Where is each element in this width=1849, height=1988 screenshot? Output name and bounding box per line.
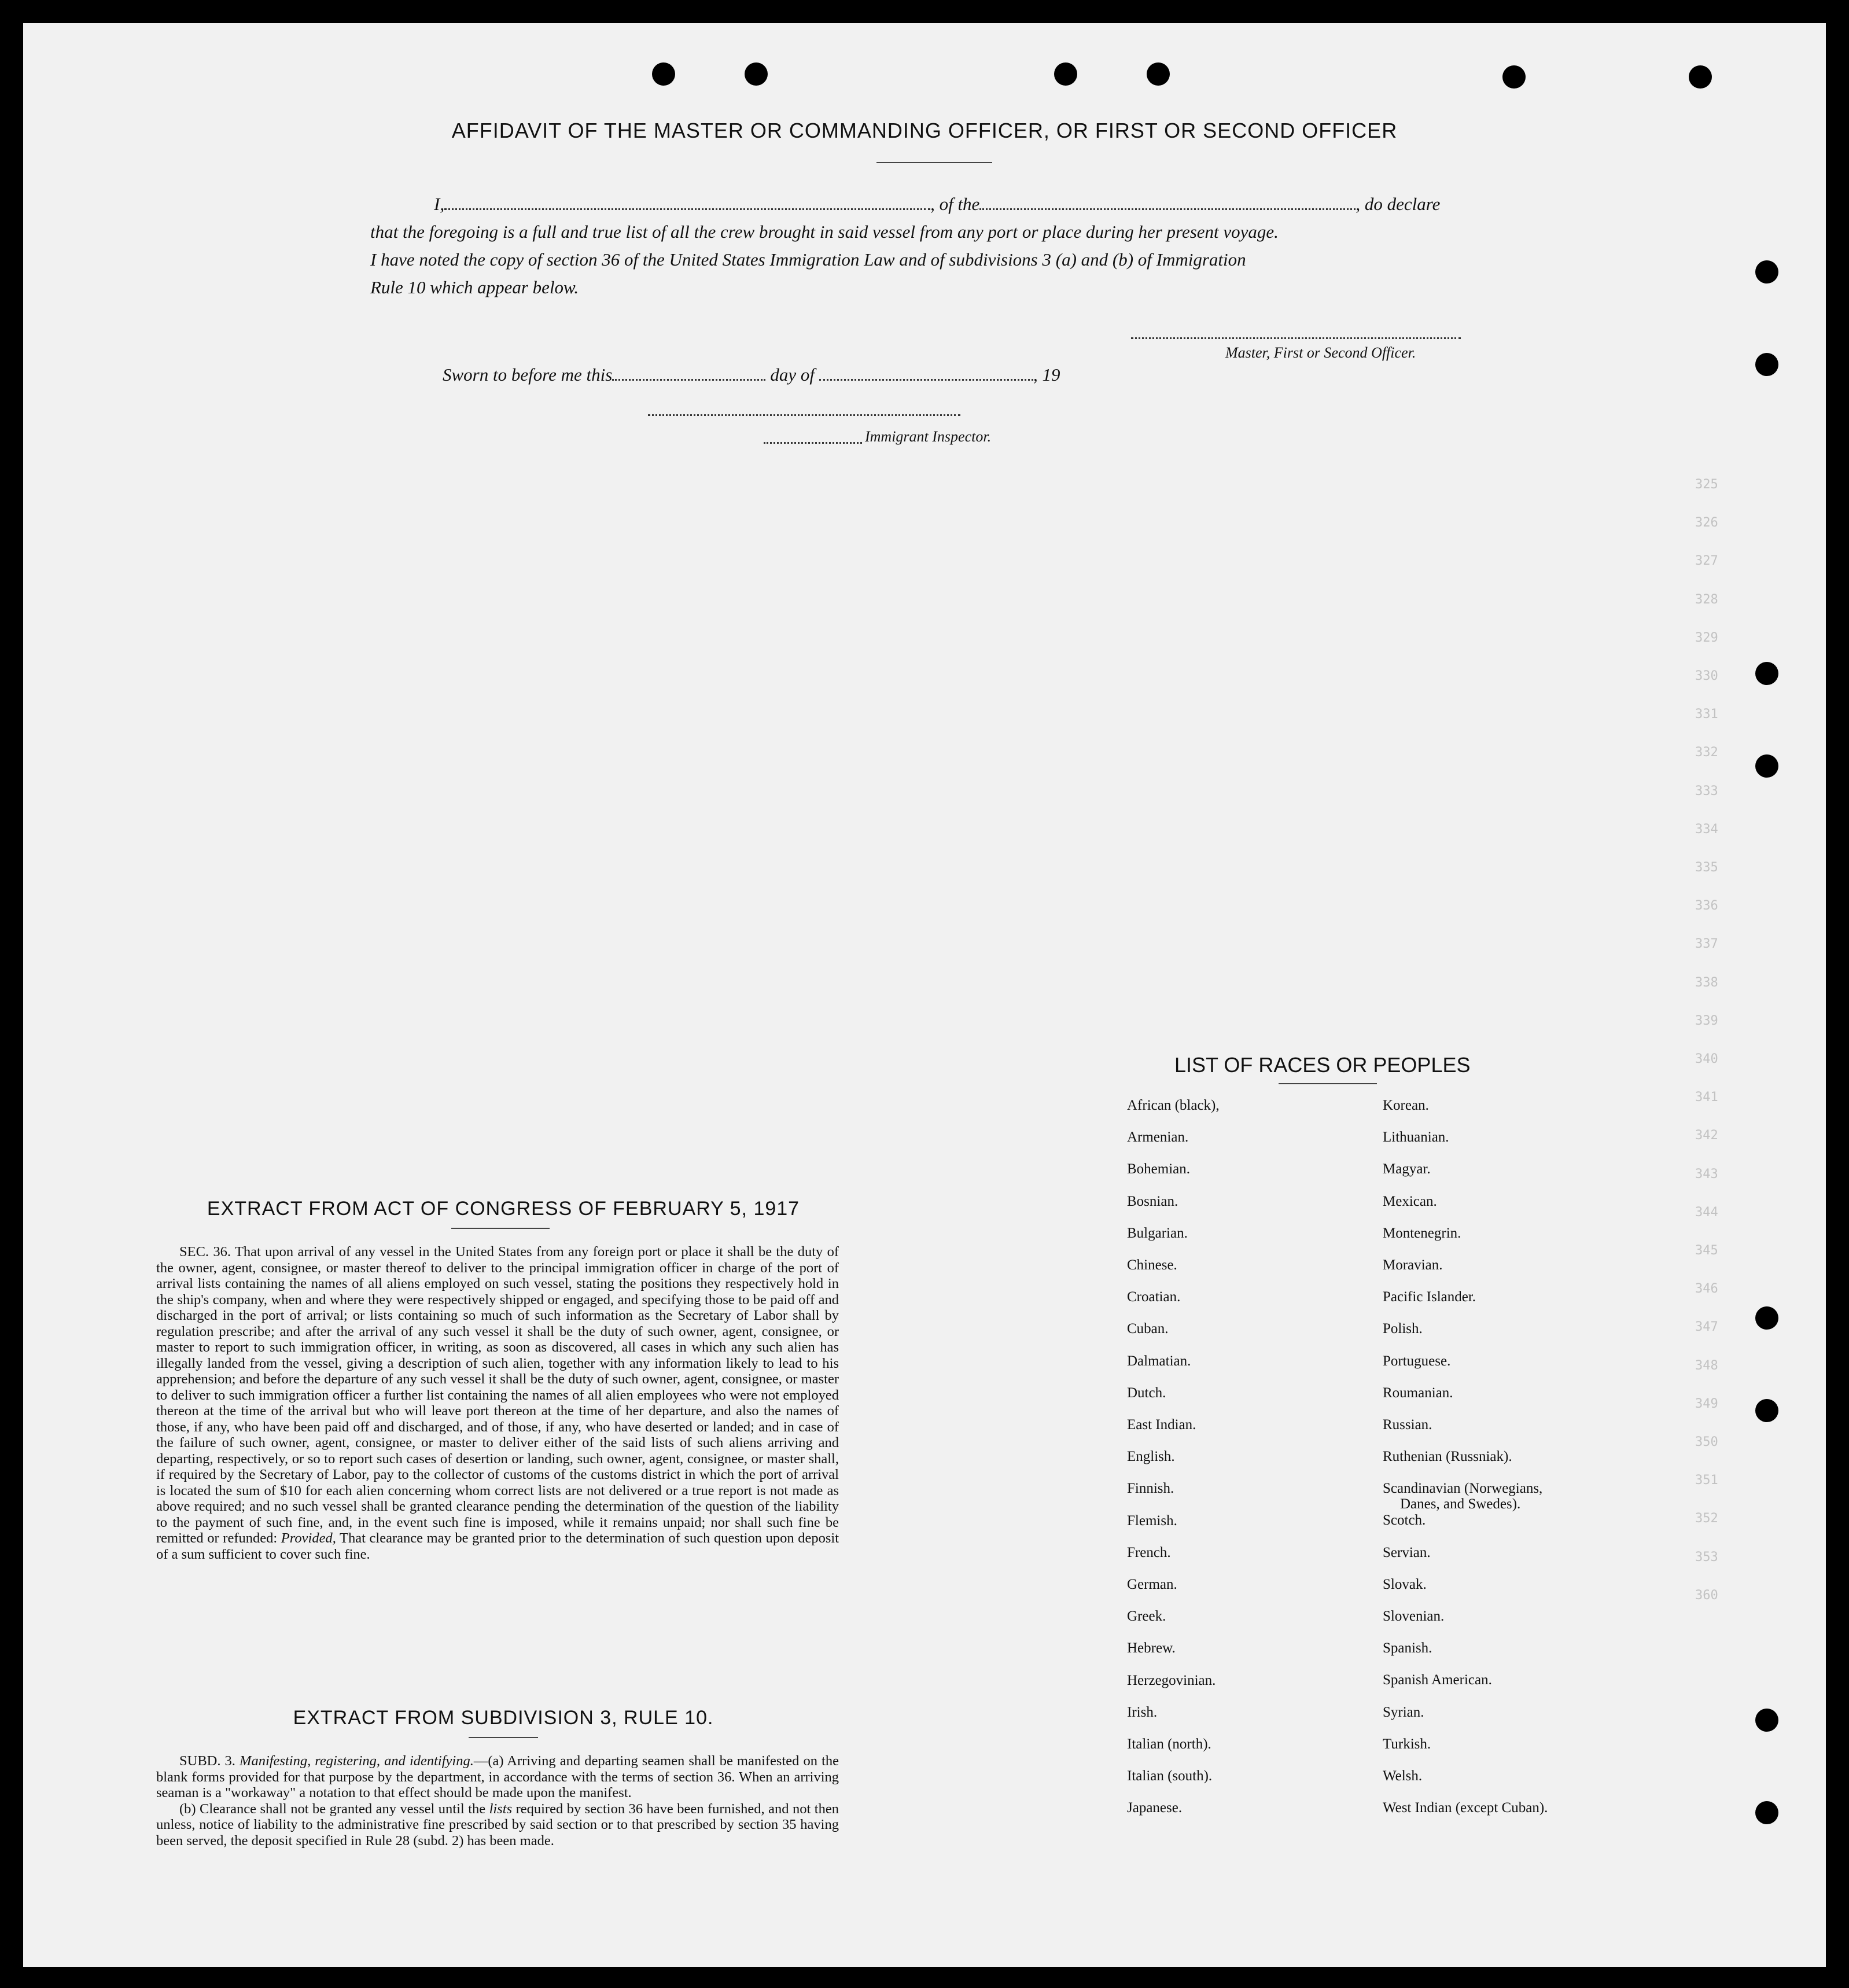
inspector-label: Immigrant Inspector. <box>865 428 992 445</box>
race-item: West Indian (except Cuban). <box>1383 1800 1548 1816</box>
bleed-row-number: 352 <box>1695 1511 1718 1526</box>
bleed-row-number: 327 <box>1695 554 1718 569</box>
race-item: Bulgarian. <box>1127 1225 1188 1241</box>
race-item: Greek. <box>1127 1608 1166 1625</box>
inspector-signature-blank-2[interactable] <box>764 439 862 444</box>
subd-label: SUBD. 3. <box>179 1753 235 1769</box>
race-item: Scotch. <box>1383 1512 1426 1529</box>
vessel-name-blank[interactable] <box>979 205 1356 210</box>
officer-signature-label: Master, First or Second Officer. <box>1225 344 1416 361</box>
sworn-line <box>443 365 1060 385</box>
race-item: Croatian. <box>1127 1289 1181 1305</box>
punch-hole <box>1502 65 1526 89</box>
bleed-row-number: 341 <box>1695 1090 1718 1105</box>
bleed-row-number: 331 <box>1695 707 1718 722</box>
race-item: Hebrew. <box>1127 1640 1176 1656</box>
race-item: Armenian. <box>1127 1129 1189 1146</box>
bleed-row-number: 346 <box>1695 1282 1718 1297</box>
race-item: German. <box>1127 1577 1177 1592</box>
punch-hole <box>1755 1306 1778 1330</box>
subd-heading: Manifesting, registering, and identifying. <box>240 1753 474 1769</box>
affidavit-line-4: Rule 10 which appear below. <box>370 277 579 297</box>
subdivision-title: EXTRACT FROM SUBDIVISION 3, RULE 10. <box>293 1707 714 1729</box>
declare-label: , do declare <box>1356 194 1441 214</box>
bleed-row-number: 348 <box>1695 1358 1718 1373</box>
affidavit-declaration-line <box>434 194 1440 215</box>
race-item: Japanese. <box>1127 1800 1183 1816</box>
race-item: Polish. <box>1383 1321 1423 1337</box>
race-item: Slovenian. <box>1383 1608 1445 1624</box>
subd-a-text: —(a) Arriving and departing seamen shall be manifested on the blank forms provided for that purpose by the department, in accordance with the terms of section 36. When an arriving seaman is a "workaway" a notation to that effect should be made upon the manifest. <box>156 1753 839 1801</box>
race-item: Turkish. <box>1383 1736 1431 1752</box>
punch-hole <box>1054 62 1077 86</box>
race-item: Spanish. <box>1383 1640 1432 1656</box>
section-36-tail: That clearance may be granted prior to the determination of such question upon deposit of a sum sufficient to cover such fine. <box>156 1530 839 1562</box>
bleed-row-number: 342 <box>1695 1128 1718 1143</box>
affidavit-line-3: I have noted the copy of section 36 of the United States Immigration Law and of subdivisions 3 (a) and (b) of Immigration <box>370 249 1246 270</box>
race-item: Dalmatian. <box>1127 1353 1191 1369</box>
race-item: Servian. <box>1383 1544 1431 1560</box>
bleed-row-number: 351 <box>1695 1473 1718 1488</box>
bleed-row-number: 350 <box>1695 1435 1718 1449</box>
declarant-of-label: , of the <box>930 194 980 214</box>
punch-hole <box>1755 1801 1778 1824</box>
race-item: Slovak. <box>1383 1576 1427 1592</box>
race-item: Finnish. <box>1127 1481 1174 1497</box>
bleed-row-number: 329 <box>1695 630 1718 645</box>
race-item: Dutch. <box>1127 1385 1166 1401</box>
provided-word: Provided, <box>281 1530 336 1546</box>
race-item: Montenegrin. <box>1383 1225 1461 1241</box>
punch-hole <box>1755 662 1778 685</box>
bleed-row-number: 347 <box>1695 1320 1718 1335</box>
bleed-row-number: 330 <box>1695 669 1718 683</box>
race-item: Italian (north). <box>1127 1736 1211 1752</box>
race-item: Italian (south). <box>1127 1768 1213 1784</box>
bleed-row-number: 349 <box>1695 1396 1718 1411</box>
race-item: Herzegovinian. <box>1127 1672 1216 1688</box>
bleed-row-number: 328 <box>1695 592 1718 607</box>
inspector-signature-blank-1[interactable] <box>648 411 960 416</box>
race-item: Russian. <box>1383 1417 1432 1433</box>
section-36-label: SEC. 36. <box>179 1244 231 1260</box>
title-divider <box>876 162 992 163</box>
bleed-row-number: 334 <box>1695 822 1718 837</box>
sworn-month-blank[interactable] <box>819 375 1033 381</box>
races-title: LIST OF RACES OR PEOPLES <box>1174 1053 1471 1077</box>
bleed-row-number: 343 <box>1695 1166 1718 1181</box>
punch-hole <box>1689 65 1712 89</box>
race-item: Chinese. <box>1127 1257 1177 1273</box>
subdivision-divider <box>469 1737 538 1738</box>
subd-b-lists: lists <box>489 1801 513 1817</box>
bleed-row-number: 340 <box>1695 1052 1718 1066</box>
punch-hole <box>1755 754 1778 778</box>
bleed-row-number: 332 <box>1695 745 1718 760</box>
punch-hole <box>1755 260 1778 284</box>
race-item: French. <box>1127 1544 1171 1560</box>
race-item: Lithuanian. <box>1383 1129 1449 1146</box>
punch-hole <box>1755 353 1778 376</box>
race-item: African (black), <box>1127 1098 1220 1113</box>
punch-hole <box>1755 1399 1778 1422</box>
officer-signature-blank[interactable] <box>1131 334 1461 339</box>
race-item: English. <box>1127 1449 1175 1465</box>
punch-hole <box>1755 1709 1778 1732</box>
sworn-label: Sworn to before me this <box>443 365 613 385</box>
section-36-body: That upon arrival of any vessel in the United States from any foreign port or place it shall be the duty of the owner, agent, consignee, or master thereof to deliver to the principal immigration officer in charge of the port of arrival lists containing the names of all aliens employed on such vessel, stating the positions they respectively hold in the ship's company, when and where they were respectively shipped or engaged, and specifying those to be paid off and discharged in the port of arrival; or lists containing so much of such information as the Secretary of Labor shall by regulation prescribe; and after the arrival of any such vessel it shall be the duty of such owner, agent, consignee, or master to report to such immigration officer, in writing, as soon as discovered, all cases in which any such alien has illegally landed from the vessel, giving a description of such alien, together with any information likely to lead to his apprehension; and before the departure of any such vessel it shall be the duty of such owner, agent, consignee, or master to deliver to such immigration officer a further list containing the names of all alien employees who were not employed thereon at the time of the arrival but who will leave port thereon at the time of her departure, and also the names of those, if any, who have been paid off and discharged, and of those, if any, who have deserted or landed; and in case of the failure of such owner, agent, consignee, or master to deliver either of the said lists of such aliens arriving and departing, respectively, or so to report such cases of desertion or landing, such owner, agent, consignee, or master shall, if required by the Secretary of Labor, pay to the collector of customs of the customs district in which the port of arrival is located the sum of $10 for each alien concerning whom correct lists are not delivered or a true report is not made as above required; and no such vessel shall be granted clearance pending the determination of the question of the liability to the payment of such fine, and, in the event such fine is imposed, while it remains unpaid; nor shall such fine be remitted or refunded: <box>156 1244 839 1546</box>
bleed-row-number: 339 <box>1695 1013 1718 1028</box>
declarant-name-blank[interactable] <box>444 205 930 210</box>
affidavit-title: AFFIDAVIT OF THE MASTER OR COMMANDING OFFICER, OR FIRST OR SECOND OFFICER <box>451 119 1398 142</box>
race-item: Cuban. <box>1127 1321 1169 1337</box>
race-item: Bohemian. <box>1127 1161 1191 1177</box>
race-item: Korean. <box>1383 1098 1429 1113</box>
bleed-row-number: 335 <box>1695 860 1718 875</box>
declarant-prefix: I, <box>434 194 445 214</box>
race-item: Mexican. <box>1383 1193 1437 1209</box>
extract-divider <box>451 1228 550 1229</box>
race-item: Syrian. <box>1383 1704 1424 1720</box>
race-item: Danes, and Swedes). <box>1400 1496 1521 1512</box>
extract-title: EXTRACT FROM ACT OF CONGRESS OF FEBRUARY 5, 1917 <box>207 1198 800 1220</box>
bleed-row-number: 333 <box>1695 783 1718 798</box>
manifest-page <box>23 23 1826 1967</box>
section-36-text <box>156 1244 839 1562</box>
races-divider <box>1279 1083 1377 1084</box>
race-item: Irish. <box>1127 1704 1158 1720</box>
race-item: East Indian. <box>1127 1417 1196 1433</box>
race-item: Scandinavian (Norwegians, <box>1383 1481 1543 1497</box>
subd-b-text-1: (b) Clearance shall not be granted any vessel until the <box>179 1801 486 1817</box>
race-item: Bosnian. <box>1127 1193 1178 1209</box>
bleed-row-number: 338 <box>1695 975 1718 990</box>
race-item: Portuguese. <box>1383 1353 1451 1369</box>
year-label: , 19 <box>1033 365 1060 385</box>
bleed-row-number: 353 <box>1695 1549 1718 1564</box>
subdivision-3-text <box>156 1753 839 1849</box>
punch-hole <box>1147 62 1170 86</box>
bleed-row-number: 360 <box>1695 1588 1718 1603</box>
race-item: Magyar. <box>1383 1161 1431 1177</box>
race-item: Welsh. <box>1383 1768 1423 1784</box>
sworn-day-blank[interactable] <box>612 375 765 381</box>
punch-hole <box>745 62 768 86</box>
bleed-row-number: 344 <box>1695 1205 1718 1220</box>
subd-b-text-2: required by section 36 have been furnished, and not then unless, notice of liability to the administrative fine prescribed by said section or to that prescribed by section 35 having been served, the deposit specified in Rule 28 (subd. 2) has been made. <box>156 1801 839 1849</box>
bleed-row-number: 325 <box>1695 477 1718 492</box>
bleed-row-number: 337 <box>1695 937 1718 952</box>
bleed-row-number: 336 <box>1695 899 1718 914</box>
punch-hole <box>652 62 675 86</box>
race-item: Roumanian. <box>1383 1385 1453 1401</box>
bleed-row-number: 345 <box>1695 1243 1718 1258</box>
bleed-row-number: 326 <box>1695 516 1718 531</box>
race-item: Flemish. <box>1127 1512 1177 1529</box>
race-item: Moravian. <box>1383 1257 1443 1273</box>
race-item: Pacific Islander. <box>1383 1289 1476 1305</box>
affidavit-line-2: that the foregoing is a full and true list of all the crew brought in said vessel from any port or place during her present voyage. <box>370 222 1279 242</box>
race-item: Ruthenian (Russniak). <box>1383 1449 1512 1465</box>
race-item: Spanish American. <box>1383 1672 1492 1688</box>
day-of-label: day of <box>770 365 815 385</box>
